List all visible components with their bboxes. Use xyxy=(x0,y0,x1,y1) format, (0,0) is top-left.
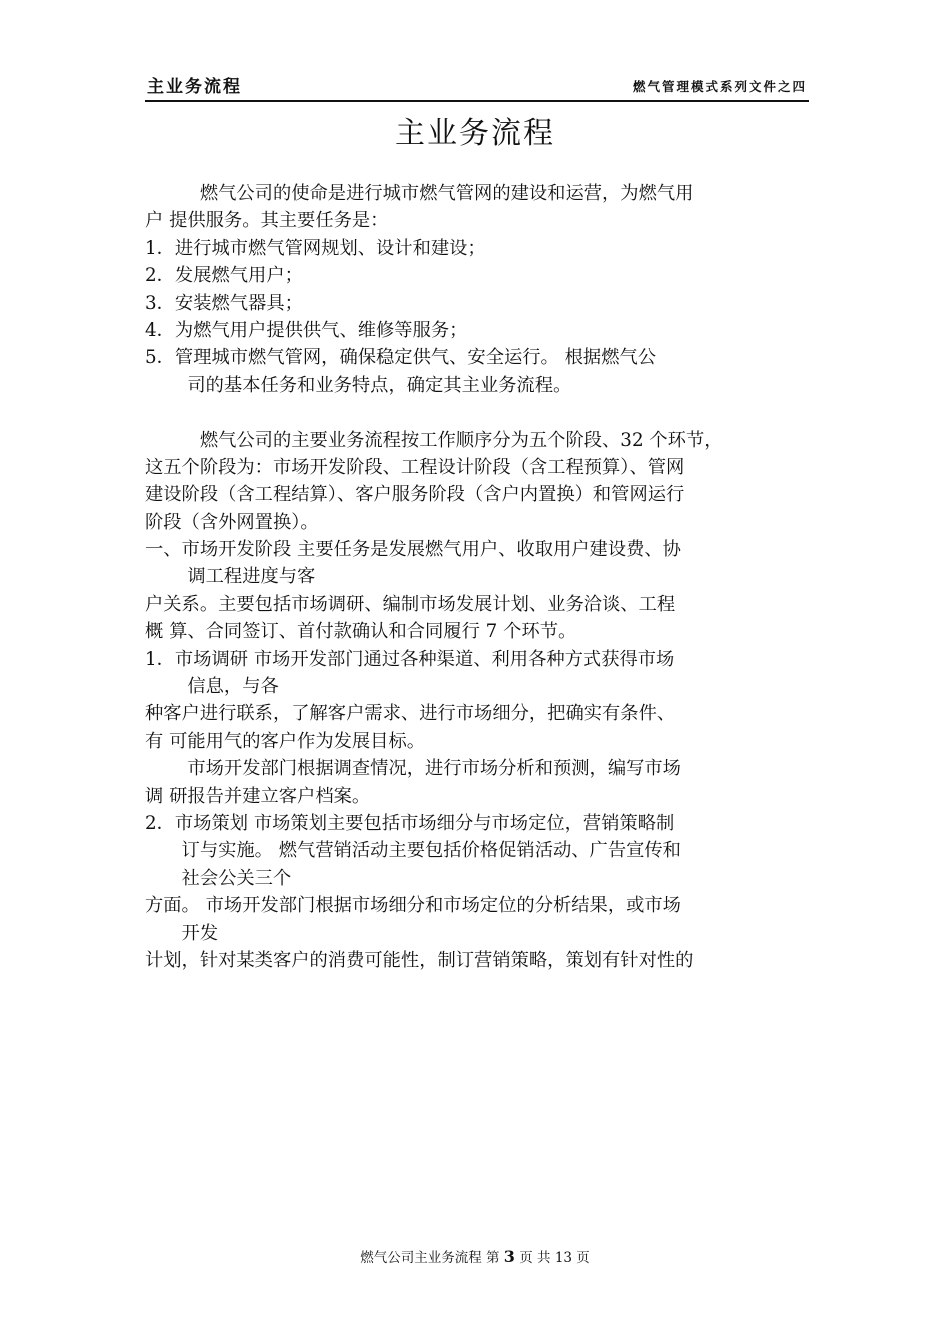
header-right-series: 燃气管理模式系列文件之四 xyxy=(632,79,807,94)
body-line: 信息，与各 xyxy=(145,676,279,698)
document-body xyxy=(145,180,825,974)
footer-middle: 页 共 xyxy=(514,1250,555,1266)
body-line: 燃气公司的主要业务流程按工作顺序分为五个阶段、32 个环节， xyxy=(145,429,723,451)
body-line: 3．安装燃气器具； xyxy=(145,292,303,314)
body-line: 调 研报告并建立客户档案。 xyxy=(145,785,371,807)
page-header xyxy=(145,70,809,102)
body-line: 概 算、合同签订、首付款确认和合同履行 7 个环节。 xyxy=(145,621,577,643)
body-line: 社会公关三个 xyxy=(145,867,292,889)
body-line: 调工程进度与客 xyxy=(145,566,316,588)
body-line: 户关系。主要包括市场调研、编制市场发展计划、业务洽谈、工程 xyxy=(145,593,676,615)
body-line: 开发 xyxy=(145,922,219,944)
body-line: 4．为燃气用户提供供气、维修等服务； xyxy=(145,319,468,341)
body-line: 方面。 市场开发部门根据市场细分和市场定位的分析结果，或市场 xyxy=(145,895,681,917)
body-line: 订与实施。 燃气营销活动主要包括价格促销活动、广告宣传和 xyxy=(145,840,681,862)
body-line: 户 提供服务。其主要任务是： xyxy=(145,210,389,232)
body-line: 1．进行城市燃气管网规划、设计和建设； xyxy=(145,237,486,259)
footer-prefix: 燃气公司主业务流程 第 xyxy=(360,1250,504,1266)
body-line: 一、市场开发阶段 主要任务是发展燃气用户、收取用户建设费、协 xyxy=(145,539,681,561)
footer-suffix: 页 xyxy=(572,1250,590,1266)
body-line: 有 可能用气的客户作为发展目标。 xyxy=(145,730,426,752)
body-line: 司的基本任务和业务特点，确定其主业务流程。 xyxy=(145,374,572,396)
body-line: 这五个阶段为：市场开发阶段、工程设计阶段（含工程预算）、管网 xyxy=(145,456,685,478)
page-footer xyxy=(0,1246,950,1266)
body-line: 阶段（含外网置换）。 xyxy=(145,511,319,533)
body-line: 建设阶段（含工程结算）、客户服务阶段（含户内置换）和管网运行 xyxy=(145,484,685,506)
body-line: 2．市场策划 市场策划主要包括市场细分与市场定位，营销策略制 xyxy=(145,812,675,834)
body-line: 种客户进行联系，了解客户需求、进行市场细分，把确实有条件、 xyxy=(145,703,676,725)
footer-page-number: 3 xyxy=(503,1247,515,1266)
body-line: 市场开发部门根据调查情况，进行市场分析和预测，编写市场 xyxy=(145,758,681,780)
paragraph-gap xyxy=(145,399,825,426)
body-line: 计划，针对某类客户的消费可能性，制订营销策略，策划有针对性的 xyxy=(145,949,694,971)
header-left-title: 主业务流程 xyxy=(147,77,242,97)
body-line: 燃气公司的使命是进行城市燃气管网的建设和运营，为燃气用 xyxy=(145,183,694,204)
body-line: 5．管理城市燃气管网，确保稳定供气、安全运行。 根据燃气公 xyxy=(145,347,657,369)
footer-total-pages: 13 xyxy=(554,1250,572,1266)
body-line: 1．市场调研 市场开发部门通过各种渠道、利用各种方式获得市场 xyxy=(145,648,675,670)
document-title: 主业务流程 xyxy=(395,116,555,151)
body-line: 2．发展燃气用户； xyxy=(145,265,303,287)
